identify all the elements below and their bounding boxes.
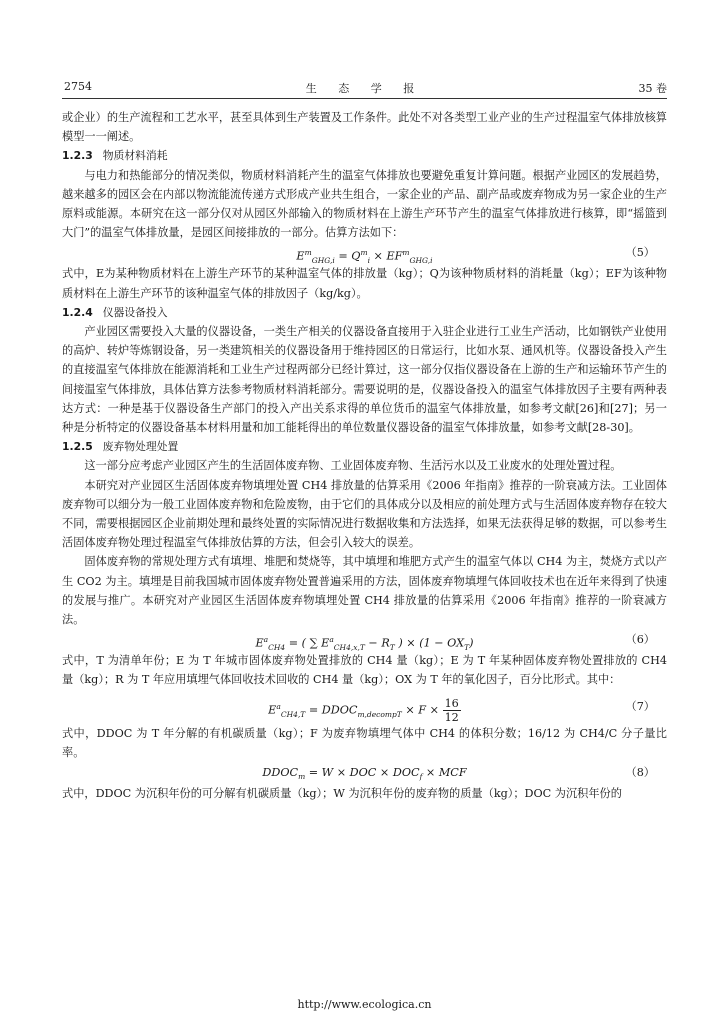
equation-6: $E^a_{CH4}$ = ( ∑ $E^a_{CH4,x,T} - R_T$ ) × $(1 - OX_T)$ （6） [62, 629, 667, 651]
section-heading: 1.2.3 物质材料消耗 [62, 149, 168, 163]
equation-number: （7） [625, 699, 655, 713]
paragraph: 固体废弃物的常规处理方式有填埋、堆肥和焚烧等，其中填埋和堆肥方式产生的温室气体以 CH4 为主，焚烧方式以产生 CO2 为主。填埋是目前我国城市固体废弃物处置普遍采用的方法，固体废弃物填埋气体回收技术也在近年来得到了快速的发展与推广。本研究对产业园区生活固体废弃物填埋处置 CH4 排放量的估算采用《2006 年指南》推荐的一阶衰减方法。 [62, 555, 667, 627]
paragraph: 式中，DDOC 为 T 年分解的有机碳质量（kg）；F 为废弃物填埋气体中 CH4 的体积分数；16/12 为 CH4/C 分子量比率。 [62, 726, 667, 759]
paragraph: 或企业）的生产流程和工艺水平，甚至具体到生产装置及工作条件。此处不对各类型工业产业的生产过程温室气体排放核算模型一一阐述。 [62, 111, 667, 144]
equation-number: （6） [625, 633, 655, 647]
paragraph: 式中，DDOC 为沉积年份的可分解有机碳质量（kg）；W 为沉积年份的废弃物的质量（kg）；DOC 为沉积年份的 [62, 787, 622, 801]
paragraph: 式中，T 为清单年份；E 为 T 年城市固体废弃物处置排放的 CH4 量（kg）；E 为 T 年某种固体废弃物处置排放的 CH4 量（kg）；R 为 T 年应用填埋气体回收技术回收的 CH4 量（kg）；OX 为 T 年的氧化因子，百分比形式。其中： [62, 654, 667, 687]
equation-7: $E^a_{CH4,T}$ = $DDOC_{m,decompT} \times F$ × $\frac{16}{12}$ （7） [62, 690, 667, 724]
section-heading: 1.2.5 废弃物处理处置 [62, 440, 179, 454]
journal-title: 生 态 学 报 [305, 82, 424, 95]
running-header [62, 78, 667, 99]
paragraph: 本研究对产业园区生活固体废弃物填埋处置 CH4 排放量的估算采用《2006 年指南》推荐的一阶衰减方法。工业固体废弃物可以细分为一般工业固体废弃物和危险废物，由于它们的具体成分以及相应的前处理方式与生活固体废弃物存在较大不同，需要根据园区企业前期处理和最终处置的实际情况进行数据收集和方法选择，如果无法获得足够的数据，可以参考生活固体废弃物处理过程温室气体排放估算的方法，但会引入较大的误差。 [62, 478, 667, 550]
equation-8: $DDOC_m = W$ × DOC × $DOC_f$ × MCF （8） [62, 762, 667, 784]
footer-url[interactable]: http://www.ecologica.cn [297, 998, 432, 1011]
paragraph: 这一部分应考虑产业园区产生的生活固体废弃物、工业固体废弃物、生活污水以及工业废水的处理处置过程。 [84, 459, 622, 473]
page-number: 2754 [64, 80, 92, 93]
paragraph: 产业园区需要投入大量的仪器设备，一类生产相关的仪器设备直接用于入驻企业进行工业生产活动，比如钢铁产业使用的高炉、转炉等炼钢设备，另一类建筑相关的仪器设备用于维持园区的日常运行，比如水泵、通风机等。仪器设备投入产生的直接温室气体排放在能源消耗和工业生产过程两部分已经计算过，这一部分仅指仪器设备在上游的生产和运输环节产生的间接温室气体排放，具体估算方法参考物质材料消耗部分。需要说明的是，仪器设备投入的温室气体排放因子主要有两种表达方式：一种是基于仪器设备生产部门的投入产出关系求得的单位货币的温室气体排放量，如参考文献[26]和[27]；另一种是分析特定的仪器设备基本材料用量和加工能耗得出的单位数量仪器设备的温室气体排放量，如参考文献[28-30]。 [62, 325, 667, 435]
equation-number: （5） [625, 246, 655, 260]
fraction-16-12: $\frac{16}{12}$ [444, 696, 459, 724]
paragraph: 与电力和热能部分的情况类似，物质材料消耗产生的温室气体排放也要避免重复计算问题。根据产业园区的发展趋势，越来越多的园区会在内部以物流能流传递方式形成产业共生组合，一家企业的产品、副产品或废弃物成为另一家企业的生产原料或能源。本研究在这一部分仅对从园区外部输入的物质材料在上游生产环节产生的温室气体排放进行核算，即“摇篮到大门”的温室气体排放量，是园区间接排放的一部分。估算方法如下： [62, 168, 667, 240]
section-heading: 1.2.4 仪器设备投入 [62, 305, 168, 319]
equation-5: $E^m_{GHG,i} = Q^m_i \times EF^m_{GHG,i}$ （5） [62, 242, 667, 264]
article-body [62, 108, 667, 803]
equation-number: （8） [625, 766, 655, 780]
volume-label: 35 卷 [638, 82, 667, 95]
paragraph: 式中，E为某种物质材料在上游生产环节的某种温室气体的排放量（kg）；Q为该种物质材料的消耗量（kg）；EF为该种物质材料在上游生产环节的该种温室气体的排放因子（kg/kg）。 [62, 267, 667, 300]
